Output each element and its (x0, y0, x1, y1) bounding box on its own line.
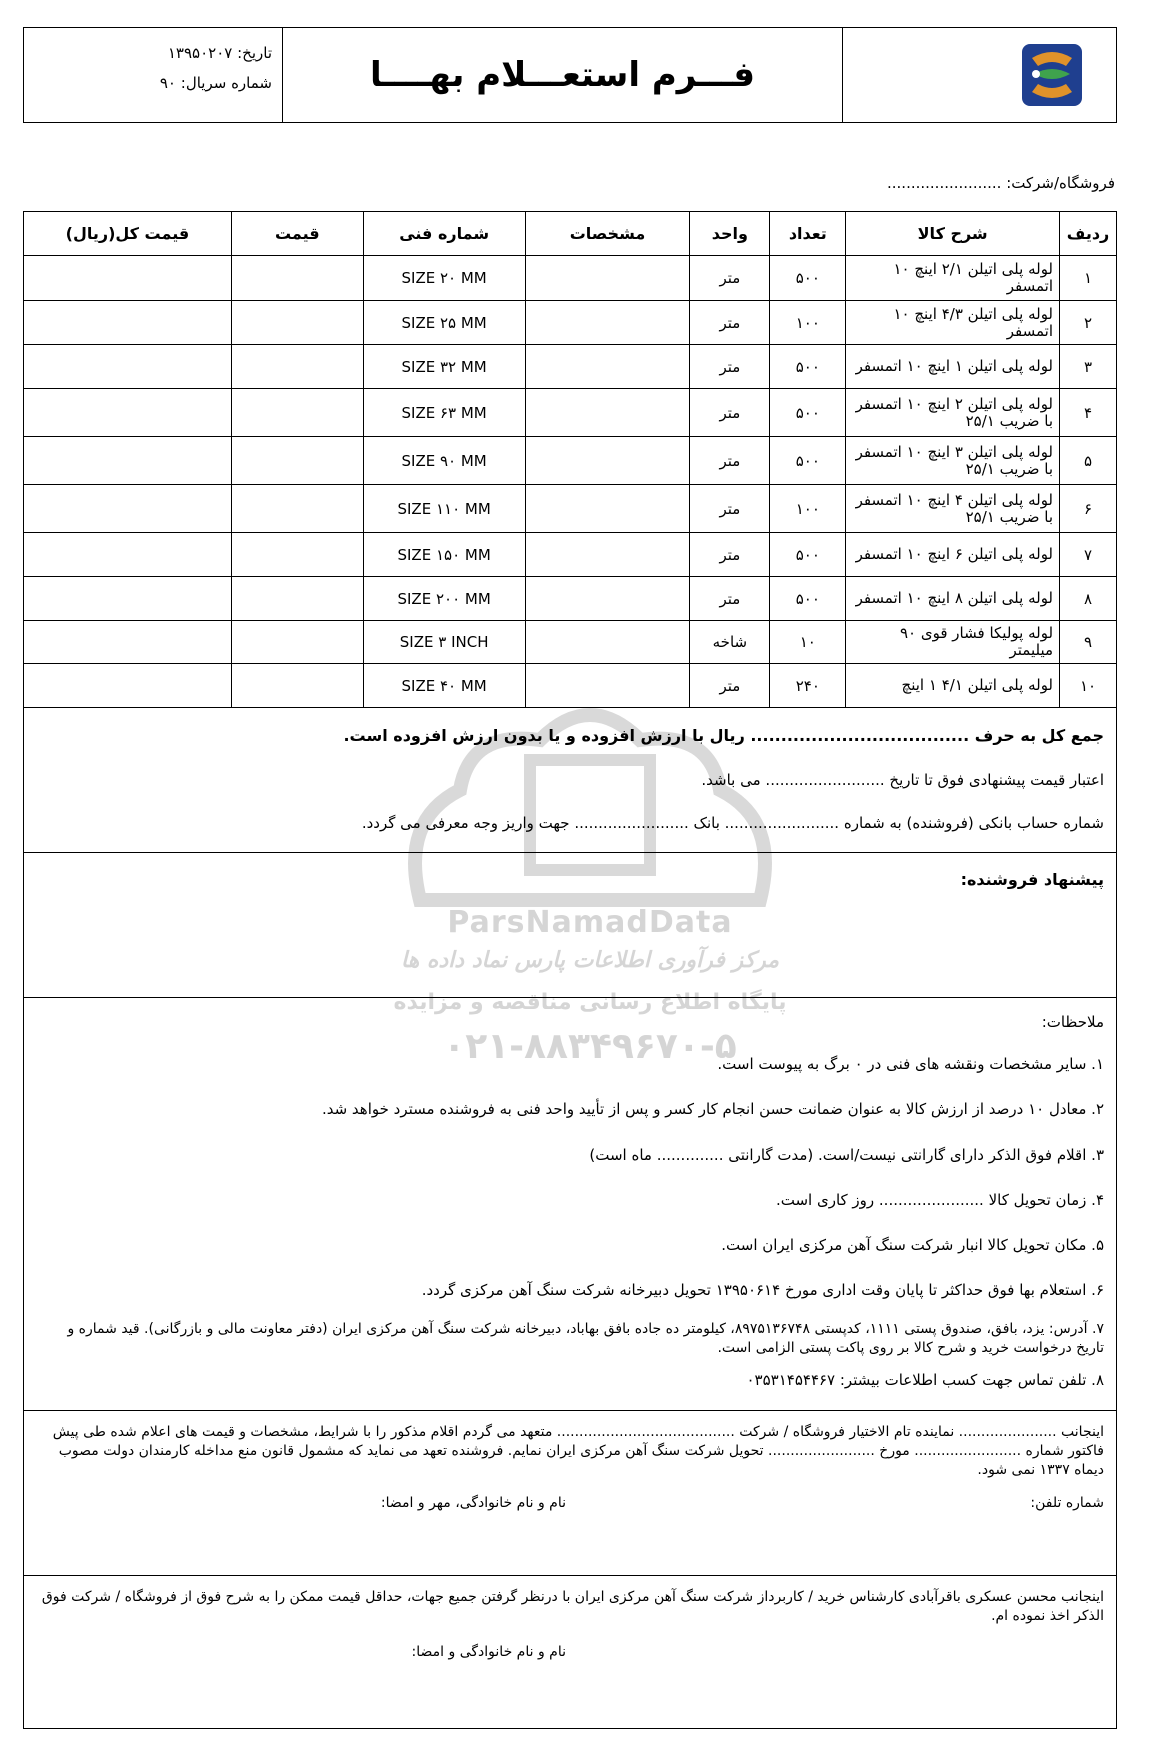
item-unit: متر (690, 437, 770, 485)
company-logo-icon (1022, 44, 1082, 106)
watermark-line1: مرکز فرآوری اطلاعات پارس نماد داده ها (400, 948, 780, 973)
item-price (231, 533, 363, 577)
col-header-total-price: قیمت کل(ریال) (24, 212, 232, 256)
item-description: لوله پلی اتیلن ۴ اینچ ۱۰ اتمسفر با ضریب ۲۵/۱ (846, 485, 1060, 533)
table-header-row (24, 212, 1117, 256)
item-quantity: ۵۰۰ (770, 577, 846, 621)
purchaser-text: اینجانب محسن عسکری باقرآبادی کارشناس خرید / کاربرداز شرکت سنگ آهن مرکزی ایران با درنظر گرفتن جمیع جهات، حداقل قیمت ممکن را به شرح فوق از فروشگاه / شرکت فوق الذکر اخذ نموده ام. (41, 1589, 1104, 1624)
col-header-price: قیمت (231, 212, 363, 256)
date-value: ۱۳۹۵۰۲۰۷ (167, 44, 233, 62)
item-specs (525, 256, 690, 301)
item-specs (525, 621, 690, 664)
note-item: ۵. مکان تحویل کالا انبار شرکت سنگ آهن مرکزی ایران است. (721, 1236, 1104, 1254)
item-price (231, 437, 363, 485)
form-header (23, 27, 1117, 123)
item-tech-number: SIZE ۲۰۰ MM (363, 577, 525, 621)
item-description: لوله پولیکا فشار قوی ۹۰ میلیمتر (846, 621, 1060, 664)
item-total (24, 301, 232, 345)
item-price (231, 345, 363, 389)
item-quantity: ۵۰۰ (770, 345, 846, 389)
vendor-commitment-section (23, 1411, 1117, 1576)
item-total (24, 621, 232, 664)
table-row (24, 345, 1117, 389)
item-total (24, 485, 232, 533)
vendor-signature-label: نام و نام خانوادگی، مهر و امضا: (380, 1495, 566, 1511)
col-header-row-no: ردیف (1060, 212, 1117, 256)
item-description: لوله پلی اتیلن ۲ اینچ ۱۰ اتمسفر با ضریب ۲۵/۱ (846, 389, 1060, 437)
item-price (231, 577, 363, 621)
item-quantity: ۱۰۰ (770, 301, 846, 345)
row-number: ۹ (1060, 621, 1117, 664)
item-unit: متر (690, 664, 770, 708)
item-tech-number: SIZE ۴۰ MM (363, 664, 525, 708)
item-total (24, 577, 232, 621)
phone-label: شماره تلفن: (1030, 1495, 1104, 1511)
item-tech-number: SIZE ۶۳ MM (363, 389, 525, 437)
item-unit: متر (690, 533, 770, 577)
item-description: لوله پلی اتیلن ۴/۱ ۱ اینچ (846, 664, 1060, 708)
row-number: ۵ (1060, 437, 1117, 485)
row-number: ۶ (1060, 485, 1117, 533)
item-total (24, 533, 232, 577)
col-header-specs: مشخصات (525, 212, 690, 256)
totals-section (23, 708, 1117, 853)
item-description: لوله پلی اتیلن ۴/۳ اینچ ۱۰ اتمسفر (846, 301, 1060, 345)
form-title-cell (282, 28, 842, 122)
item-quantity: ۲۴۰ (770, 664, 846, 708)
item-specs (525, 437, 690, 485)
serial-row (36, 68, 272, 98)
item-tech-number: SIZE ۲۰ MM (363, 256, 525, 301)
item-price (231, 256, 363, 301)
watermark-line2: پایگاه اطلاع رسانی مناقصه و مزایده (393, 990, 787, 1015)
note-item: ۳. اقلام فوق الذکر دارای گارانتی نیست/است. (مدت گارانتی .............. ماه است) (589, 1146, 1104, 1164)
item-price (231, 664, 363, 708)
row-number: ۲ (1060, 301, 1117, 345)
item-description: لوله پلی اتیلن ۸ اینچ ۱۰ اتمسفر (846, 577, 1060, 621)
note-item: ۷. آدرس: یزد، بافق، صندوق پستی ۱۱۱۱، کدپستی ۸۹۷۵۱۳۶۷۴۸، کیلومتر ده جاده بافق بهاباد، دبیرخانه شرکت سنگ آهن مرکزی ایران (دفتر معاونت مالی و بازرگانی). قید شماره و تاریخ درخواست خرید و شرح کالا بر روی پاکت پستی الزامی است. (67, 1321, 1104, 1356)
note-item: ۴. زمان تحویل کالا ...................... روز کاری است. (775, 1191, 1104, 1209)
item-quantity: ۱۰ (770, 621, 846, 664)
store-line: فروشگاه/شرکت: ........................ (887, 174, 1115, 192)
commitment-text: اینجانب ...................... نماینده تام الاختیار فروشگاه / شرکت ........................................ متعهد می گردم اقلام مذکور را با شرایط، مشخصات و قیمت های اعلام شده طی پیش فاکتور شماره ........................ مورخ ........................ تحویل شرکت سنگ آهن مرکزی ایران نمایم. فروشنده تعهد می نماید که مشمول قانون منع مداخله کارمندان دولت مصوب دیماه ۱۳۳۷ نمی شود. (52, 1424, 1104, 1478)
form-title: فـــرم استعـــلام بهــــا (369, 55, 756, 95)
validity-line: اعتبار قیمت پیشنهادی فوق تا تاریخ ......................... می باشد. (701, 771, 1104, 789)
item-price (231, 621, 363, 664)
item-unit: متر (690, 301, 770, 345)
purchaser-signature-label: نام و نام خانوادگی و امضا: (411, 1644, 566, 1660)
col-header-description: شرح کالا (846, 212, 1060, 256)
item-price (231, 389, 363, 437)
table-row (24, 301, 1117, 345)
table-row (24, 621, 1117, 664)
purchaser-section (23, 1576, 1117, 1729)
item-total (24, 437, 232, 485)
note-item: ۸. تلفن تماس جهت کسب اطلاعات بیشتر: ۰۳۵۳۱۴۵۴۴۶۷ (746, 1371, 1104, 1389)
watermark-phone: ۰۲۱-۸۸۳۴۹۶۷۰-۵ (443, 1026, 737, 1067)
date-row (36, 38, 272, 68)
item-specs (525, 577, 690, 621)
item-tech-number: SIZE ۳۲ MM (363, 345, 525, 389)
seller-proposal-label: پیشنهاد فروشنده: (960, 870, 1104, 889)
col-header-quantity: تعداد (770, 212, 846, 256)
row-number: ۳ (1060, 345, 1117, 389)
notes-section (23, 998, 1117, 1411)
item-description: لوله پلی اتیلن ۶ اینچ ۱۰ اتمسفر (846, 533, 1060, 577)
item-price (231, 485, 363, 533)
item-specs (525, 345, 690, 389)
serial-value: ۹۰ (159, 74, 176, 92)
table-row (24, 256, 1117, 301)
item-unit: متر (690, 485, 770, 533)
item-total (24, 345, 232, 389)
table-row (24, 533, 1117, 577)
table-row (24, 577, 1117, 621)
item-specs (525, 485, 690, 533)
table-row (24, 437, 1117, 485)
col-header-tech-number: شماره فنی (363, 212, 525, 256)
item-quantity: ۵۰۰ (770, 533, 846, 577)
table-row (24, 485, 1117, 533)
items-table (23, 211, 1117, 708)
item-description: لوله پلی اتیلن ۳ اینچ ۱۰ اتمسفر با ضریب ۲۵/۱ (846, 437, 1060, 485)
item-unit: شاخه (690, 621, 770, 664)
item-specs (525, 389, 690, 437)
item-total (24, 664, 232, 708)
note-item: ۲. معادل ۱۰ درصد از ارزش کالا به عنوان ضمانت حسن انجام کار کسر و پس از تأیید واحد فنی به فروشنده مسترد خواهد شد. (321, 1100, 1104, 1118)
date-label: تاریخ: (237, 44, 272, 62)
seller-proposal-section (23, 853, 1117, 998)
item-tech-number: SIZE ۱۵۰ MM (363, 533, 525, 577)
row-number: ۱۰ (1060, 664, 1117, 708)
notes-title: ملاحظات: (1041, 1013, 1104, 1031)
serial-label: شماره سریال: (180, 74, 272, 92)
item-tech-number: SIZE ۳ INCH (363, 621, 525, 664)
row-number: ۸ (1060, 577, 1117, 621)
note-item: ۶. استعلام بها فوق حداکثر تا پایان وقت اداری مورخ ۱۳۹۵۰۶۱۴ تحویل دبیرخانه شرکت سنگ آهن مرکزی گردد. (421, 1281, 1104, 1299)
item-quantity: ۵۰۰ (770, 389, 846, 437)
note-item: ۱. سایر مشخصات ونقشه های فنی در ۰ برگ به پیوست است. (717, 1055, 1104, 1073)
item-quantity: ۵۰۰ (770, 437, 846, 485)
item-tech-number: SIZE ۱۱۰ MM (363, 485, 525, 533)
table-row (24, 389, 1117, 437)
row-number: ۱ (1060, 256, 1117, 301)
item-total (24, 256, 232, 301)
watermark-brand: ParsNamadData (447, 905, 733, 940)
bank-account-line: شماره حساب بانکی (فروشنده) به شماره ........................ بانک ........................ جهت واریز وجه معرفی می گردد. (361, 814, 1104, 832)
row-number: ۷ (1060, 533, 1117, 577)
item-unit: متر (690, 389, 770, 437)
table-row (24, 664, 1117, 708)
row-number: ۴ (1060, 389, 1117, 437)
item-description: لوله پلی اتیلن ۱ اینچ ۱۰ اتمسفر (846, 345, 1060, 389)
item-quantity: ۱۰۰ (770, 485, 846, 533)
item-description: لوله پلی اتیلن ۲/۱ اینچ ۱۰ اتمسفر (846, 256, 1060, 301)
item-quantity: ۵۰۰ (770, 256, 846, 301)
item-total (24, 389, 232, 437)
item-tech-number: SIZE ۹۰ MM (363, 437, 525, 485)
header-meta (24, 28, 284, 122)
logo-cell (842, 28, 1116, 122)
item-unit: متر (690, 577, 770, 621)
item-unit: متر (690, 345, 770, 389)
item-tech-number: SIZE ۲۵ MM (363, 301, 525, 345)
item-price (231, 301, 363, 345)
total-in-words: جمع کل به حرف .................................... ریال با ارزش افزوده و یا بدون ارزش افزوده است. (343, 726, 1104, 745)
item-specs (525, 664, 690, 708)
item-specs (525, 533, 690, 577)
item-unit: متر (690, 256, 770, 301)
item-specs (525, 301, 690, 345)
col-header-unit: واحد (690, 212, 770, 256)
